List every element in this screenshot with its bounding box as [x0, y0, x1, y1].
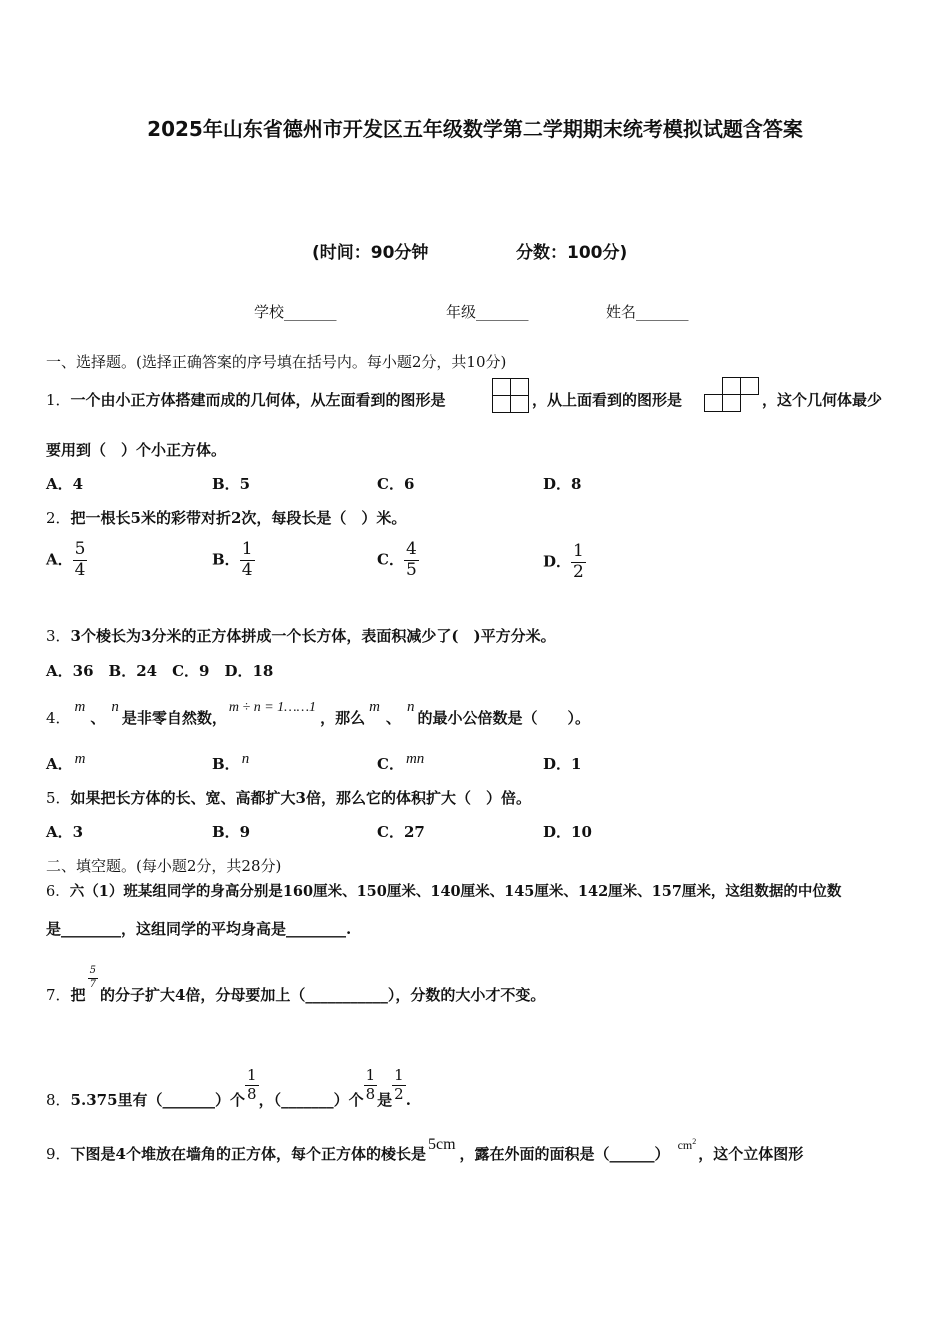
q1-option-a: A．4 [46, 475, 84, 493]
q1-text-line2: 要用到（ ）个小正方体。 [46, 441, 227, 459]
left-view-figure [492, 378, 530, 413]
q4-option-c: C． mn [377, 751, 425, 773]
q4-option-b: B． n [212, 751, 250, 773]
q2-option-a: A． $\frac{5}{4}$ [46, 539, 86, 580]
question-6-line1: 6．六（1）班某组同学的身高分别是160厘米、150厘米、140厘米、145厘米、142厘米、157厘米，这组数据的中位数 [46, 883, 842, 900]
question-number: 1． [46, 391, 71, 409]
question-5: 5．如果把长方体的长、宽、高都扩大3倍，那么它的体积扩大（ ）倍。 [46, 789, 531, 807]
question-4: 4．m、n是非零自然数，m ÷ n = 1……1，那么m、n的最小公倍数是（ ）。 [46, 699, 590, 727]
question-1-line1 [46, 389, 446, 410]
q2-option-d: D． $\frac{1}{2}$ [543, 541, 584, 582]
q2-option-b: B． $\frac{1}{4}$ [212, 539, 253, 580]
exam-time: (时间：90分钟 [312, 243, 429, 263]
q1-text-b: ，从上面看到的图形是 [532, 391, 683, 409]
exam-score: 分数：100分) [516, 243, 628, 263]
question-3: 3．3个棱长为3分米的正方体拼成一个长方体，表面积减少了( )平方分米。 [46, 627, 556, 645]
school-field: 学校_______ [254, 303, 337, 321]
section-1-heading: 一、选择题。(选择正确答案的序号填在括号内。每小题2分，共10分) [46, 353, 507, 371]
question-2: 2．把一根长5米的彩带对折2次，每段长是（ ）米。 [46, 509, 407, 527]
grade-field: 年级_______ [446, 303, 529, 321]
q2-option-c: C． $\frac{4}{5}$ [377, 539, 417, 580]
q1-option-c: C．6 [377, 475, 415, 493]
q1-option-b: B．5 [212, 475, 251, 493]
q4-option-a: A． m [46, 751, 86, 773]
question-8: 8．5.375里有（_______）个 $\frac{1}{8}$ ，（_______）个 $\frac{1}{8}$ 是 $\frac{1}{2}$ . [46, 1066, 411, 1110]
q5-option-c: C．27 [377, 823, 425, 841]
q5-option-d: D．10 [543, 823, 592, 841]
top-view-figure [704, 377, 760, 413]
q1-option-d: D．8 [543, 475, 582, 493]
question-6-line2: 是________，这组同学的平均身高是________. [46, 920, 352, 938]
q3-options: A．36 B．24 C．9 D．18 [46, 662, 274, 680]
question-9: 9．下图是4个堆放在墙角的正方体，每个正方体的棱长是5cm，露在外面的面积是（______） $^{cm^2}$，这个立体图形 [46, 1136, 804, 1163]
q1-text-c: ，这个几何体最少 [762, 391, 883, 409]
q4-option-d: D．1 [543, 755, 582, 773]
q5-option-a: A．3 [46, 823, 84, 841]
q5-option-b: B．9 [212, 823, 251, 841]
name-field: 姓名_______ [606, 303, 689, 321]
section-2-heading: 二、填空题。(每小题2分，共28分) [46, 857, 282, 875]
question-7: 7．把 $\frac{5}{7}$ 的分子扩大4倍，分母要加上（___________），分数的大小才不变。 [46, 965, 546, 1004]
document-title: 2025年山东省德州市开发区五年级数学第二学期期末统考模拟试题含答案 [147, 117, 803, 141]
q1-text-a: 一个由小正方体搭建而成的几何体，从左面看到的图形是 [70, 391, 446, 409]
